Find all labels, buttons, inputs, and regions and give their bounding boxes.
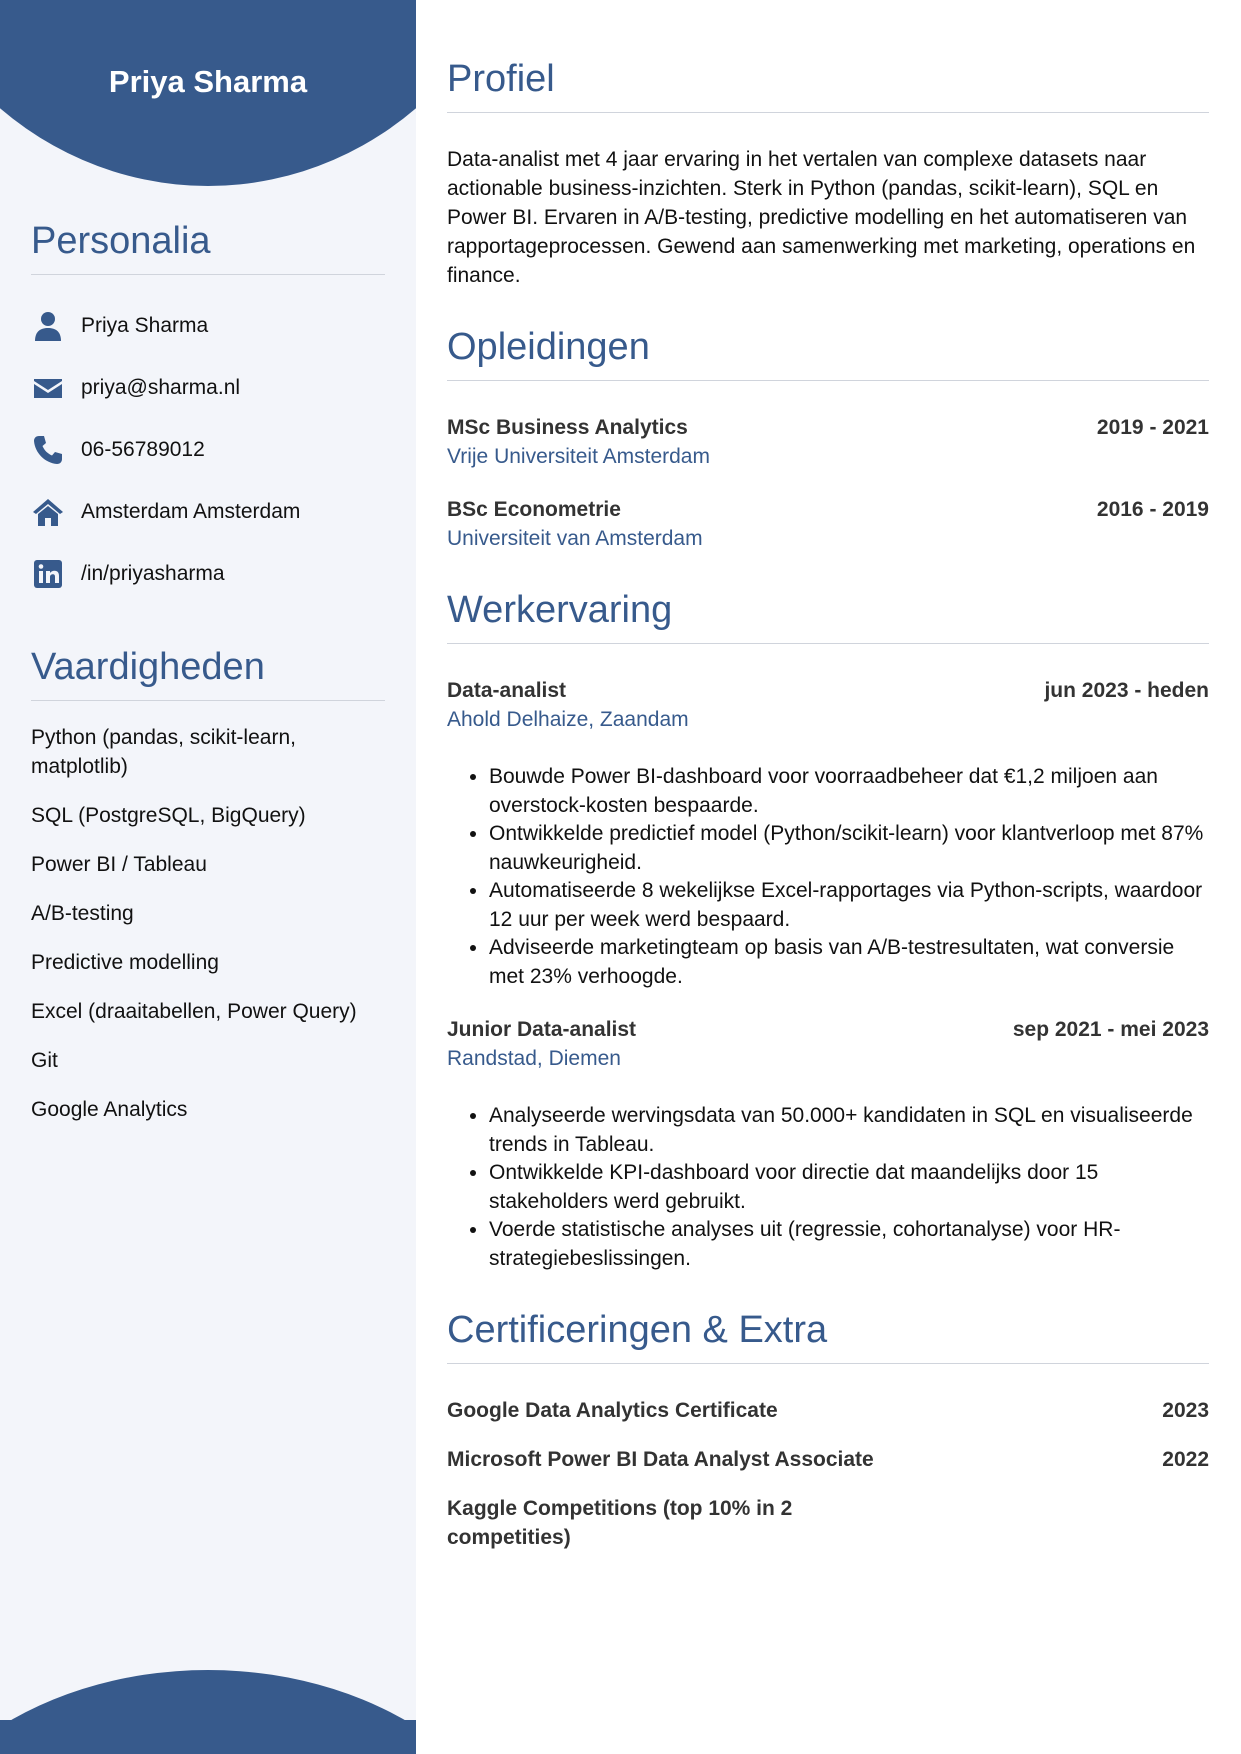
candidate-name: Priya Sharma (108, 64, 308, 99)
bullet-item: • Ontwikkelde KPI-dashboard voor directie dat maandelijks door 15 stakeholders werd gebruikt. (489, 1159, 1209, 1216)
skill-item: SQL (PostgreSQL, BigQuery) (31, 804, 306, 827)
contact-list (31, 295, 385, 605)
education-entry (447, 413, 1209, 471)
personal-section (31, 222, 385, 605)
bullet-item: • Automatiseerde 8 wekelijkse Excel-rapportages via Python-scripts, waardoor 12 uur per week werd bespaard. (489, 877, 1209, 934)
cert-year: 2022 (1162, 1448, 1209, 1471)
experience-company: Randstad, Diemen (447, 1047, 621, 1070)
envelope-icon (31, 371, 65, 405)
skill-item: Python (pandas, scikit-learn, matplotlib) (31, 726, 296, 778)
experience-bullets (447, 1102, 1209, 1273)
skill-item: Excel (draaitabellen, Power Query) (31, 1000, 357, 1023)
experience-company: Ahold Delhaize, Zaandam (447, 708, 689, 731)
skills-title: Vaardigheden (31, 648, 385, 701)
contact-text[interactable]: priya@sharma.nl (81, 376, 241, 399)
main-content (447, 60, 1209, 1552)
profile-title: Profiel (447, 60, 1209, 113)
education-degree: BSc Econometrie (447, 498, 621, 521)
contact-phone (31, 419, 385, 481)
cert-name: Microsoft Power BI Data Analyst Associate (447, 1448, 874, 1471)
sidebar-footer-fill (0, 1720, 416, 1754)
skills-section (31, 648, 385, 1144)
education-degree: MSc Business Analytics (447, 416, 688, 439)
cert-entry (447, 1494, 1209, 1552)
bullet-item: • Analyseerde wervingsdata van 50.000+ kandidaten in SQL en visualiseerde trends in Tableau. (489, 1102, 1209, 1159)
experience-entry (447, 676, 1209, 991)
linkedin-icon (31, 557, 65, 591)
certs-title: Certificeringen & Extra (447, 1311, 1209, 1364)
skill-item: A/B-testing (31, 902, 134, 925)
skills-list (31, 723, 385, 1124)
skill-item: Git (31, 1049, 58, 1072)
skill-item: Predictive modelling (31, 951, 219, 974)
cert-name: Google Data Analytics Certificate (447, 1399, 778, 1422)
experience-role: Junior Data-analist (447, 1018, 637, 1041)
education-title: Opleidingen (447, 328, 1209, 381)
bullet-item: • Adviseerde marketingteam op basis van A/B-testresultaten, wat conversie met 23% verhoogde. (489, 934, 1209, 991)
sidebar (0, 0, 416, 1754)
contact-text[interactable]: /in/priyasharma (81, 562, 225, 585)
education-dates: 2016 - 2019 (1096, 498, 1209, 521)
experience-role: Data-analist (447, 679, 567, 702)
education-section (447, 328, 1209, 553)
profile-section (447, 60, 1209, 290)
profile-text: Data-analist met 4 jaar ervaring in het vertalen van complexe datasets naar actionable business-inzichten. Sterk in Python (pandas, scikit-learn), SQL en Power BI. Ervaren in A/B-testing, predictive modelling en het automatiseren van rapportageprocessen. Gewend aan samenwerking met marketing, operations en finance. (447, 148, 1196, 287)
education-school: Vrije Universiteit Amsterdam (447, 445, 710, 468)
education-dates: 2019 - 2021 (1096, 416, 1209, 439)
certs-section (447, 1311, 1209, 1552)
experience-title: Werkervaring (447, 591, 1209, 644)
skill-item: Google Analytics (31, 1098, 188, 1121)
contact-linkedin (31, 543, 385, 605)
bullet-item: • Ontwikkelde predictief model (Python/scikit-learn) voor klantverloop met 87% nauwkeurigheid. (489, 820, 1209, 877)
experience-entry (447, 1015, 1209, 1273)
education-entry (447, 495, 1209, 553)
experience-dates: jun 2023 - heden (1044, 679, 1209, 702)
contact-text: Amsterdam Amsterdam (81, 500, 301, 523)
contact-text: 06-56789012 (81, 438, 205, 461)
bullet-item: • Voerde statistische analyses uit (regressie, cohortanalyse) voor HR-strategiebeslissingen. (489, 1216, 1209, 1273)
bullet-item: • Bouwde Power BI-dashboard voor voorraadbeheer dat €1,2 miljoen aan overstock-kosten bespaarde. (489, 763, 1209, 820)
cert-year: 2023 (1162, 1399, 1209, 1422)
contact-name (31, 295, 385, 357)
user-icon (31, 309, 65, 343)
contact-text: Priya Sharma (81, 314, 209, 337)
cert-entry (447, 1445, 1209, 1474)
cert-name: Kaggle Competitions (top 10% in 2 competities) (447, 1497, 793, 1549)
education-school: Universiteit van Amsterdam (447, 527, 703, 550)
personal-title: Personalia (31, 222, 385, 275)
contact-address (31, 481, 385, 543)
experience-section (447, 591, 1209, 1273)
experience-dates: sep 2021 - mei 2023 (1012, 1018, 1209, 1041)
contact-email (31, 357, 385, 419)
skill-item: Power BI / Tableau (31, 853, 207, 876)
home-icon (31, 495, 65, 529)
experience-bullets (447, 763, 1209, 991)
phone-icon (31, 433, 65, 467)
cert-entry (447, 1396, 1209, 1425)
